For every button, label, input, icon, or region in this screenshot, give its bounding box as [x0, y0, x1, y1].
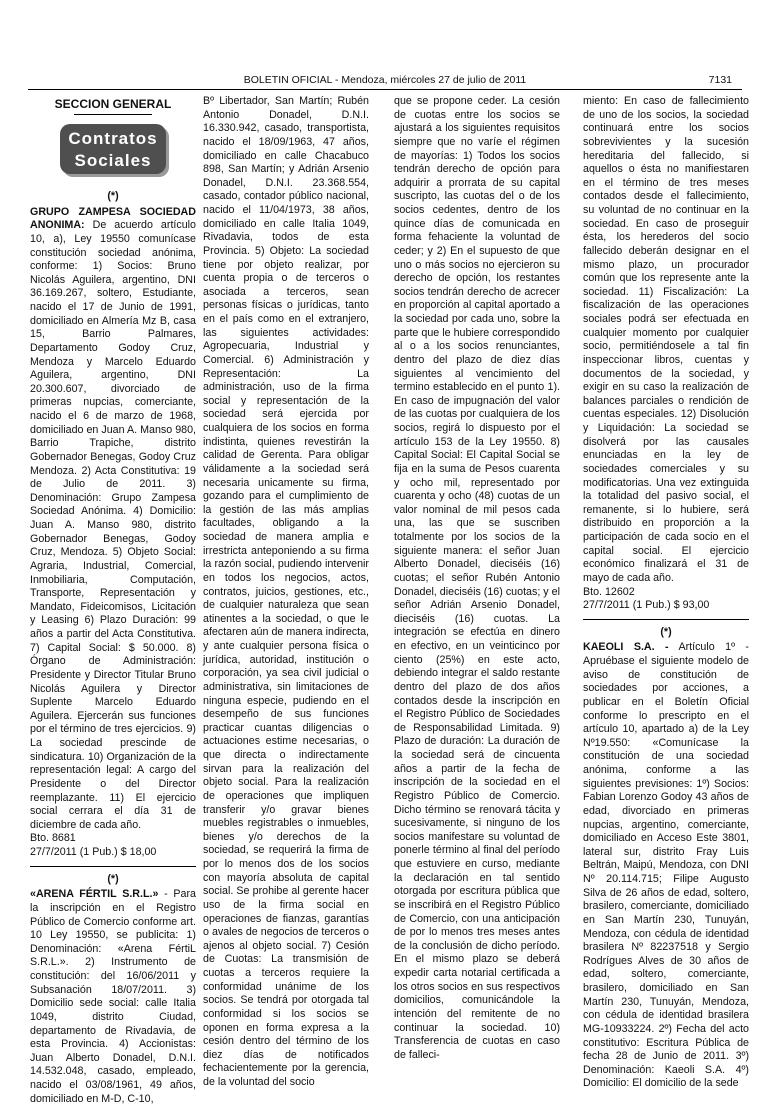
column-4 [583, 95, 749, 1090]
notice-body-continued: que se propone ceder. La cesión de cuotas entre los socios se ajustará a los siguientes requisitos siempre que no varíe el régimen de mayorías: 1) Todos los socios tendrán derecho de opción para adquirir a prorrata de su capital suscripto, las cuotas del o de los socios cedentes, dentro de los quince días de comunicada en forma fehaciente la voluntad de ceder; y 2) En el supuesto de que uno o más socios no ejercieron su derecho de opción, los restantes socios tendrán derecho de acrecer en proporción al capital aportado a la sociedad por cada uno, sobre la parte que le hubiere correspondido al o a los socios renunciantes, dentro del plazo de diez días siguientes al vencimiento del termino establecido en el punto 1). En caso de impugnación del valor de las cuotas por cualquiera de los socios, regirá lo dispuesto por el artículo 153 de la Ley 19550. 8) Capital Social: El Capital Social se fija en la suma de Pesos cuarenta y ocho mil, representado por cuarenta y ocho (48) cuotas de un valor nominal de mil pesos cada una, las que se suscriben totalmente por los socios de la siguiente manera: el señor Juan Alberto Donadel, dieciséis (16) cuotas; el señor Rubén Antonio Donadel, dieciséis (16) cuotas; y el señor Adrián Arsenio Donadel, dieciséis (16) cuotas. La integración se efectúa en dinero en efectivo, en un veinticinco por ciento (25%) en este acto, debiendo integrar el saldo restante dentro del plazo de dos años contados desde la inscripción en el Registro Público de Sociedades de Responsabilidad Limitada. 9) Plazo de duración: La duración de la sociedad será de cincuenta años a partir de la fecha de inscripción de la sociedad en el Registro Público de Comercio. Dicho término se renovará tácita y sucesivamente, si ninguno de los socios manifestare su voluntad de ponerle término al final del período que estuviere en curso, mediante la declaración en tal sentido otorgada por escritura pública que se inscribirá en el Registro Público de Comercio, con una anticipación de por lo menos tres meses antes de la conclusión de dicho período. En el mismo plazo se deberá expedir carta notarial certificada a los otros socios en sus respectivos domicilios, comunicándole la intención del remitente de no continuar la sociedad. 10) Transferencia de cuotas en caso de falleci- [394, 95, 560, 1061]
notice-kaeoli [583, 641, 749, 1091]
notice-marker: (*) [107, 190, 119, 202]
page-header [28, 73, 742, 87]
notice-boleto: Bto. 12602 [583, 585, 635, 598]
notice-marker: (*) [660, 625, 672, 638]
notice-separator [30, 866, 196, 867]
notice-publication: 27/7/2011 (1 Pub.) $ 18,00 [30, 846, 157, 858]
banner-line-1: Contratos [68, 129, 158, 148]
notice-body: - Para la inscripción en el Registro Público de Comercio conforme art. 10 Ley 19550, se publicita: 1) Denominación: «Arena FértiL S.R.L.». 2) Instrumento de constitución: del 16/06/2011 y Subsanación 18/07/2011. 3) Domicilio sede social: calle Italia 1049, distrito Ciudad, departamento de Rivadavia, de esta Provincia. 4) Accionistas: Juan Alberto Donadel, D.N.I. 14.532.048, casado, empleado, nacido el 03/08/1961, 49 años, domiciliado en M-D, C-10, [30, 888, 196, 1105]
column-2 [203, 95, 369, 1088]
notice-grupo-zampesa [30, 206, 196, 833]
section-title: SECCION GENERAL [54, 97, 172, 111]
notice-arena-fertil [30, 888, 196, 1106]
notice-company-name: GRUPO ZAMPESA SOCIEDAD ANONIMA: [30, 205, 196, 232]
header-title: BOLETIN OFICIAL - Mendoza, miércoles 27 de julio de 2011 [243, 74, 527, 86]
notice-company-name: «ARENA FÉRTIL S.R.L.» [30, 888, 159, 901]
banner-line-2: Sociales [74, 151, 152, 170]
notice-boleto: Bto. 8681 [30, 832, 76, 845]
notice-body-continued: miento: En caso de fallecimiento de uno de los socios, la sociedad continuará entre los socios sobrevivientes y la sucesión hereditaria del fallecido, si aquellos o ésta no manifiestaren en el término de tres meses contados desde el fallecimiento, su voluntad de no continuar en la sociedad. En caso de proseguir ésta, los herederos del socio fallecido deberán designar en el mismo plazo, un procurador común que los represente ante la sociedad. 11) Fiscalización: La fiscalización de las operaciones sociales podrá ser efectuada en cualquier momento por cualquier socio, permitiéndosele a tal fin inspeccionar libros, cuentas y documentos de la sociedad, y exigir en su caso la realización de balances parciales o rendición de cuentas especiales. 12) Disolución y Liquidación: La sociedad se disolverá por las causales enunciadas en la ley de sociedades comerciales y su modificatorias. Una vez extinguida la totalidad del pasivo social, el remanente, si lo hubiere, será distribuido en proporción a la participación de cada socio en el capital social. El ejercicio económico finalizará el 31 de mayo de cada año. [583, 95, 749, 584]
column-1 [30, 95, 196, 1105]
notice-body: De acuerdo artículo 10, a), Ley 19550 comunícase constitución sociedad anónima, conforme: 1) Socios: Bruno Nicolás Aguilera, argentino, DNI 36.169.267, soltero, Estudiante, nacido el 17 de Junio de 1991, domiciliado en Almería Mz B, casa 15, Barrio Palmares, Departamento Godoy Cruz, Mendoza y Marcelo Eduardo Aguilera, argentino, DNI 20.300.607, divorciado de primeras nupcias, comerciante, nacido el 6 de marzo de 1968, domiciliado en Juan A. Manso 980, Barrio Trapiche, distrito Gobernador Benegas, Godoy Cruz Mendoza. 2) Acta Constitutiva: 19 de Julio de 2011. 3) Denominación: Grupo Zampesa Sociedad Anónima. 4) Domicilio: Juan A. Manso 980, distrito Gobernador Benegas, Godoy Cruz, Mendoza. 5) Objeto Social: Agraria, Industrial, Comercial, Inmobiliaria, Computación, Transporte, Representación y Mandato, Fideicomisos, Licitación y Leasing 6) Plazo Duración: 99 años a partir del Acta Constitutiva. 7) Capital Social: $ 50.000. 8) Órgano de Administración: Presidente y Director Titular Bruno Nicolás Aguilera y Director Suplente Marcelo Eduardo Aguilera. Ejercerán sus funciones por el término de tres ejercicios. 9) La sociedad prescinde de sindicatura. 10) Organización de la representación legal: A cargo del Presidente o del Director reemplazante. 11) El ejercicio social cerrara el día 31 de diciembre de cada año. [30, 219, 196, 831]
page-number: 7131 [708, 74, 732, 86]
contratos-sociales-banner [60, 124, 166, 174]
notice-marker: (*) [107, 872, 119, 885]
notice-body-continued: Bº Libertador, San Martín; Rubén Antonio Donadel, D.N.I. 16.330.942, casado, transportista, nacido el 18/09/1963, 47 años, domiciliado en calle Chacabuco 898, San Martín; y Adrián Arsenio Donadel, D.N.I. 23.368.554, casado, contador público nacional, nacido el 11/04/1973, 38 años, domiciliado en calle Italia 1049, Rivadavia, todos de esta Provincia. 5) Objeto: La sociedad tiene por objeto realizar, por cuenta propia o de terceros o asociada a terceros, sean personas físicas o jurídicas, tanto en el país como en el extranjero, las siguientes actividades: Agropecuaria, Industrial y Comercial. 6) Administración y Representación: La administración, uso de la firma social y representación de la sociedad será ejercida por cualquiera de los socios en forma indistinta, quienes revestirán la calidad de Gerenta. Para obligar válidamente a la sociedad será necesaria unicamente su firma, gozando para el cumplimiento de la gestión de las más amplias facultades, obligando a la sociedad de manera amplia e irrestricta anteponiendo a su firma la razón social, pudiendo intervenir en todos los negocios, actos, contratos, juicios, gestiones, etc., de cualquier naturaleza que sean atinentes a la sociedad, o que le afectaren aún de manera indirecta, y ante cualquier persona física o jurídica, autoridad, institución o corporación, ya sea civil judicial o administrativa, sin limitaciones de ninguna especie, pudiendo en el desempeño de sus funciones practicar cuantas diligencias o actuaciones estime necesarias, o que directa o indirectamente sirvan para la realización del objeto social. Para la realización de operaciones que impliquen transferir y/o gravar bienes muebles registrables o inmuebles, bienes y/o derechos de la sociedad, se requerirá la firma de por lo menos dos de los socios con mayoría absoluta de capital social. Se prohibe al gerente hacer uso de la firma social en operaciones de fianzas, garantías o avales de negocios de terceros o ajenos al objeto social. 7) Cesión de Cuotas: La transmisión de cuotas a terceros requiere la conformidad unánime de los socios. Se tendrá por otorgada tal conformidad si los socios se oponen en forma expresa a la cesión dentro del término de los diez días de notificados fechacientemente por la gerencia, de la voluntad del socio [203, 95, 369, 1088]
notice-body: Artículo 1º - Apruébase el siguiente modelo de aviso de constitución de sociedades por acciones, a publicar en el Boletín Oficial conforme lo prescripto en el artículo 10, apartado a) de la Ley Nº19.550: «Comunícase la constitución de una sociedad anónima, conforme a las siguientes previsiones: 1º) Socios: Fabian Lorenzo Godoy 43 años de edad, divorciado en primeras nupcias, argentino, comerciante, domiciliado en Acceso Este 3801, lateral sur, distrito Fray Luis Beltrán, Maipú, Mendoza, con DNI Nº 20.114.715; Filipe Augusto Silva de 26 años de edad, soltero, brasilero, comerciante, domiciliado en San Martín 230, Tunuyán, Mendoza, con cédula de identidad brasilera Nº 82237518 y Sergio Rodrígues Alves de 30 años de edad, soltero, comerciante, brasilero, domiciliado en San Martín 230, Tunuyán, Mendoza, con cédula de identidad brasilera MG-10933224. 2º) Fecha del acto constitutivo: Escritura Pública de fecha 28 de Junio de 2011. 3º) Denominación: Kaeoli S.A. 4º) Domicilio: El domicilio de la sede [583, 641, 749, 1090]
notice-company-name: KAEOLI S.A. - [583, 641, 669, 654]
section-underline [74, 114, 152, 115]
notice-publication: 27/7/2011 (1 Pub.) $ 93,00 [583, 599, 710, 612]
header-rule [28, 89, 742, 90]
notice-separator [583, 619, 749, 620]
column-3 [394, 95, 560, 1061]
